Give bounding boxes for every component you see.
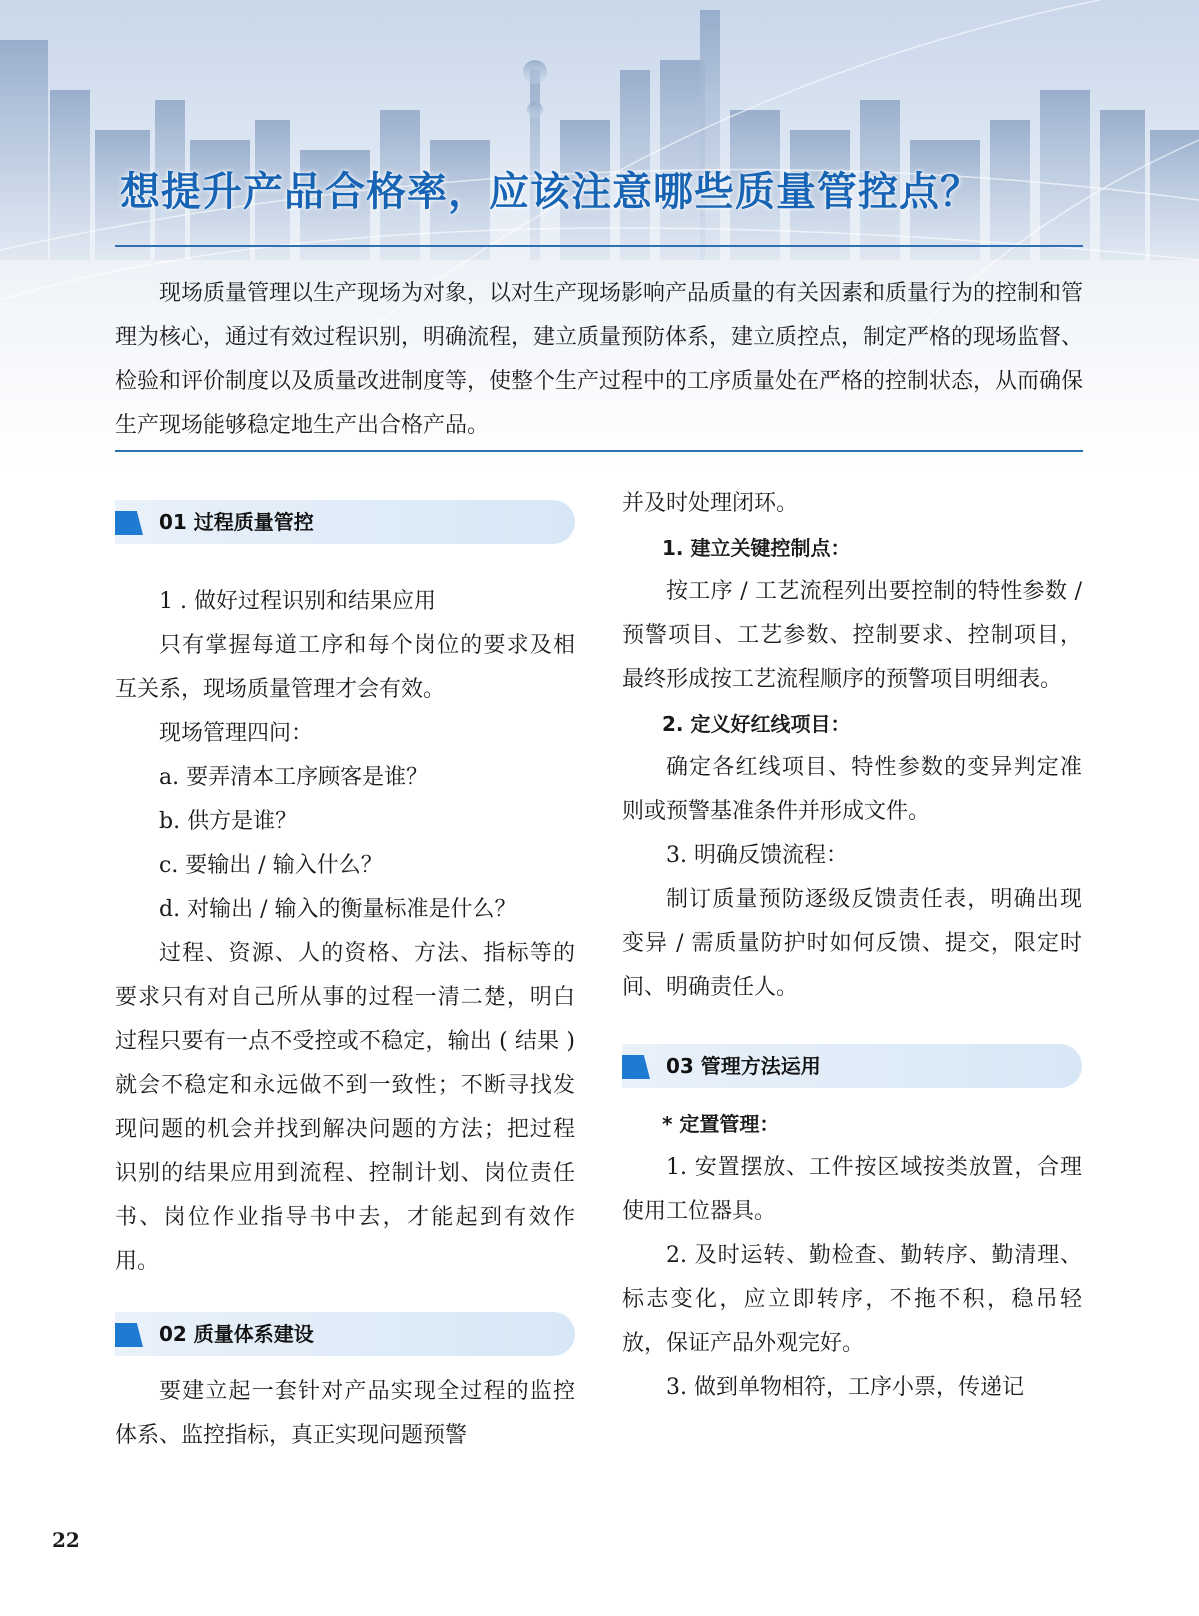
paragraph: 过程、资源、人的资格、方法、指标等的要求只有对自己所从事的过程一清二楚，明白过程只要有一点不受控或不稳定，输出 ( 结果 ) 就会不稳定和永远做不到一致性；不断寻找发现问题的机会并找到解决问题的方法；把过程识别的结果应用到流程、控制计划、岗位责任书、岗位作业指导书中去，才能起到有效作用。: [115, 941, 575, 1274]
subheading: * 定置管理：: [662, 1112, 780, 1136]
section-header-01: [115, 500, 575, 544]
page-title: 想提升产品合格率，应该注意哪些质量管控点？: [120, 168, 981, 215]
subheading: 1 . 做好过程识别和结果应用: [159, 589, 436, 614]
right-column: [622, 482, 1082, 1410]
section-tab-icon: [115, 1323, 143, 1347]
paragraph: 3. 做到单物相符，工序小票，传递记: [666, 1375, 1024, 1400]
section-header-02: [115, 1312, 575, 1356]
paragraph: 并及时处理闭环。: [622, 491, 799, 516]
section-label: 02 质量体系建设: [159, 1322, 314, 1346]
list-item: b. 供方是谁？: [159, 809, 298, 834]
paragraph: 只有掌握每道工序和每个岗位的要求及相互关系，现场质量管理才会有效。: [115, 633, 575, 702]
list-item: a. 要弄清本工序顾客是谁？: [159, 765, 429, 790]
section-label: 01 过程质量管控: [159, 510, 314, 534]
intro-paragraph: [115, 272, 1083, 448]
paragraph: 制订质量预防逐级反馈责任表，明确出现变异 / 需质量防护时如何反馈、提交，限定时间、明确责任人。: [622, 887, 1082, 1000]
paragraph: 要建立起一套针对产品实现全过程的监控体系、监控指标，真正实现问题预警: [115, 1379, 575, 1448]
page-number: 22: [52, 1528, 80, 1552]
list-item: d. 对输出 / 输入的衡量标准是什么？: [159, 897, 517, 922]
section-header-03: [622, 1044, 1082, 1088]
divider-bottom: [115, 450, 1083, 452]
subheading: 2. 定义好红线项目：: [662, 712, 851, 736]
paragraph: 确定各红线项目、特性参数的变异判定准则或预警基准条件并形成文件。: [622, 755, 1082, 824]
divider-top: [115, 245, 1083, 247]
left-column: [115, 500, 575, 1458]
intro-text: 现场质量管理以生产现场为对象，以对生产现场影响产品质量的有关因素和质量行为的控制和管理为核心，通过有效过程识别，明确流程，建立质量预防体系，建立质控点，制定严格的现场监督、检验和评价制度以及质量改进制度等，使整个生产过程中的工序质量处在严格的控制状态，从而确保生产现场能够稳定地生产出合格产品。: [115, 281, 1084, 438]
paragraph: 现场管理四问：: [159, 721, 314, 746]
section-tab-icon: [622, 1055, 650, 1079]
paragraph: 1. 安置摆放、工件按区域按类放置，合理使用工位器具。: [622, 1155, 1082, 1224]
section-tab-icon: [115, 511, 143, 535]
subheading: 1. 建立关键控制点：: [662, 536, 851, 560]
list-item: c. 要输出 / 输入什么？: [159, 853, 383, 878]
section-label: 03 管理方法运用: [666, 1054, 821, 1078]
paragraph: 按工序 / 工艺流程列出要控制的特性参数 / 预警项目、工艺参数、控制要求、控制项目，最终形成按工艺流程顺序的预警项目明细表。: [622, 579, 1082, 692]
subheading: 3. 明确反馈流程：: [666, 843, 848, 868]
paragraph: 2. 及时运转、勤检查、勤转序、勤清理、标志变化，应立即转序，不拖不积，稳吊轻放，保证产品外观完好。: [622, 1243, 1082, 1356]
